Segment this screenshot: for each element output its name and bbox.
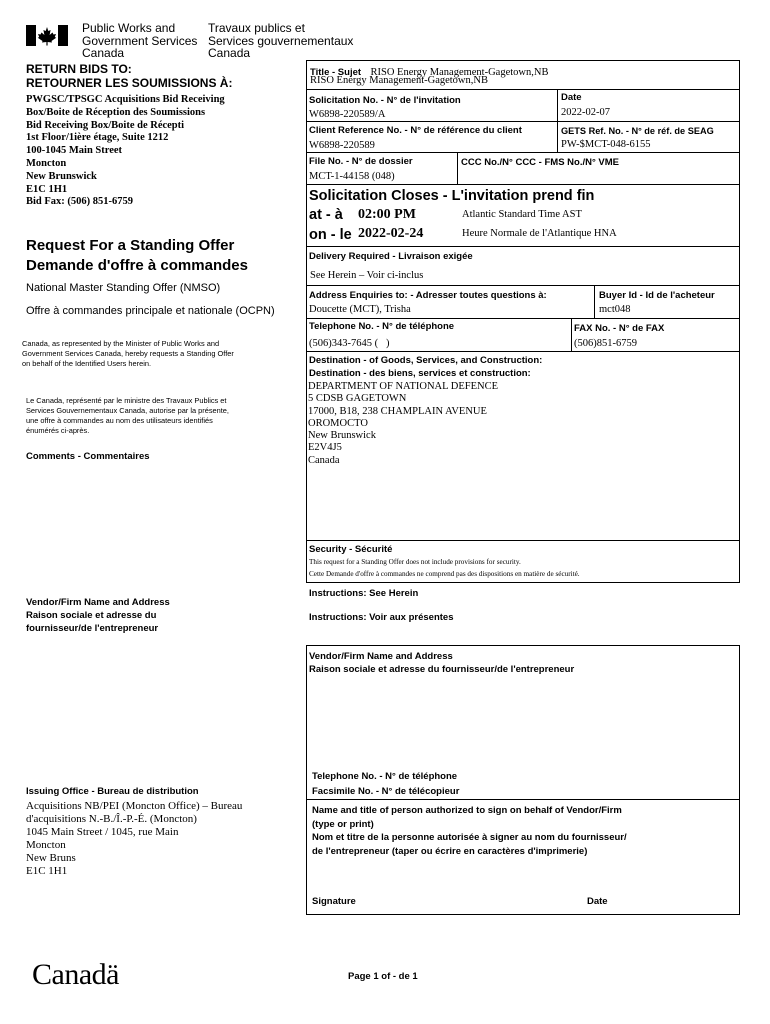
solicitation-closes-title: Solicitation Closes - L'invitation prend fin [309, 188, 595, 204]
issuing-line: 1045 Main Street / 1045, rue Main [26, 826, 179, 838]
request-title-fr: Demande d'offre à commandes [26, 257, 248, 274]
vendor-fax-label: Facsimile No. - N° de télécopieur [312, 786, 460, 797]
issuing-line: d'acquisitions N.-B./Î.-P.-É. (Moncton) [26, 813, 197, 825]
request-title-en: Request For a Standing Offer [26, 237, 235, 254]
ccc-fms-label: CCC No./N° CCC - FMS No./N° VME [461, 157, 620, 168]
closing-time: 02:00 PM [358, 207, 416, 222]
enquiries-label: Address Enquiries to: - Adresser toutes questions à: [309, 290, 547, 301]
buyer-id-label: Buyer Id - Id de l'acheteur [599, 290, 715, 301]
para-line: Le Canada, représenté par le ministre des Travaux Publics et [26, 396, 227, 405]
destination-line: OROMOCTO [308, 417, 368, 429]
on-label: on - le [309, 227, 352, 243]
vendor-label-line: Vendor/Firm Name and Address [26, 597, 170, 608]
address-line: Moncton [26, 157, 67, 169]
auth-line: de l'entrepreneur (taper ou écrire en caractères d'imprimerie) [312, 845, 588, 857]
vendor-label-line: fournisseur/de l'entrepreneur [26, 623, 159, 634]
authorized-person-field[interactable] [309, 862, 737, 890]
address-line: 100-1045 Main Street [26, 145, 123, 157]
telephone-value: (506)343-7645 ( ) [309, 338, 390, 349]
vendor-box-label-en: Vendor/Firm Name and Address [309, 651, 453, 662]
page-number: Page 1 of - de 1 [348, 971, 418, 982]
address-line: E1C 1H1 [26, 183, 68, 195]
destination-line: Canada [308, 454, 340, 466]
vendor-address-field[interactable] [309, 678, 737, 766]
dept-name-en-2: Government Services [82, 33, 198, 48]
para-line: une offre à commandes au nom des utilisateurs identifiés [26, 416, 213, 425]
offer-type-en: National Master Standing Offer (NMSO) [26, 282, 221, 294]
para-line: Canada, as represented by the Minister of Public Works and [22, 339, 220, 348]
address-line: New Brunswick [26, 170, 97, 182]
file-no-value: MCT-1-44158 (048) [309, 171, 395, 182]
at-label: at - à [309, 207, 343, 223]
destination-line: 5 CDSB GAGETOWN [308, 393, 407, 405]
para-line: Services Gouvernementaux Canada, autorise par la présente, [26, 406, 229, 415]
offer-type-fr: Offre à commandes principale et nationale (OCPN) [26, 305, 275, 317]
canada-flag-icon [26, 25, 68, 46]
return-bids-title-fr: RETOURNER LES SOUMISSIONS À: [26, 76, 233, 90]
para-line: Government Services Canada, hereby requests a Standing Offer [22, 349, 234, 358]
instructions-en: Instructions: See Herein [309, 588, 419, 599]
destination-line: 17000, B18, 238 CHAMPLAIN AVENUE [308, 405, 487, 417]
client-ref-value: W6898-220589 [309, 140, 375, 151]
issuing-office-label: Issuing Office - Bureau de distribution [26, 786, 199, 797]
canada-wordmark: Canadä [32, 958, 119, 991]
destination-line: E2V4J5 [308, 442, 342, 454]
title-value-2: RISO Energy Management-Gagetown,NB [310, 75, 488, 86]
destination-label-fr: Destination - des biens, services et construction: [309, 368, 531, 379]
date-label: Date [561, 92, 582, 103]
destination-line: New Brunswick [308, 430, 376, 442]
title-label: Title - Sujet [310, 67, 362, 78]
address-line: Bid Receiving Box/Boite de Récepti [26, 119, 185, 131]
bid-fax: Bid Fax: (506) 851-6759 [26, 196, 134, 208]
dept-name-fr-1: Travaux publics et [208, 21, 305, 35]
signature-label: Signature [312, 896, 356, 907]
destination-address [308, 381, 498, 467]
dept-name-en-1: Public Works and [82, 21, 176, 35]
auth-line: Name and title of person authorized to sign on behalf of Vendor/Firm [312, 805, 622, 816]
vendor-telephone-label: Telephone No. - N° de téléphone [312, 771, 458, 782]
fax-value: (506)851-6759 [574, 338, 637, 349]
closing-date: 2022-02-24 [358, 226, 424, 241]
gets-ref-label: GETS Ref. No. - N° de réf. de SEAG [561, 126, 714, 136]
dept-name-en-3: Canada [82, 46, 125, 60]
return-bids-title-en: RETURN BIDS TO: [26, 62, 132, 76]
gets-ref-value: PW-$MCT-048-6155 [561, 139, 651, 150]
security-label: Security - Sécurité [309, 544, 393, 555]
auth-line: Nom et titre de la personne autorisée à signer au nom du fournisseur/ [312, 832, 627, 843]
title-value: RISO Energy Management-Gagetown,NB [370, 67, 549, 78]
request-paragraph-fr [26, 396, 229, 436]
authorized-person-label [312, 804, 627, 858]
address-line: Box/Boite de Réception des Soumissions [26, 106, 206, 118]
date-value: 2022-02-07 [561, 107, 610, 118]
destination-line: DEPARTMENT OF NATIONAL DEFENCE [308, 381, 499, 392]
issuing-line: New Bruns [26, 852, 76, 864]
government-signature [26, 22, 356, 62]
telephone-label: Telephone No. - N° de téléphone [309, 321, 455, 332]
fax-label: FAX No. - N° de FAX [574, 323, 665, 334]
buyer-id-value: mct048 [599, 304, 631, 315]
security-text-en: This request for a Standing Offer does not include provisions for security. [309, 558, 521, 566]
destination-label-en: Destination - of Goods, Services, and Construction: [309, 355, 543, 366]
solicitation-number: W6898-220589/A [309, 109, 386, 120]
time-zone-fr: Heure Normale de l'Atlantique HNA [462, 228, 617, 239]
issuing-line: E1C 1H1 [26, 865, 68, 877]
para-line: on behalf of the Identified Users herein. [22, 359, 152, 368]
request-paragraph-en [22, 339, 234, 369]
signature-date-label: Date [587, 896, 608, 907]
client-ref-label: Client Reference No. - N° de référence du client [309, 125, 522, 136]
return-bids-address [26, 94, 225, 209]
para-line: énumérés ci-après. [26, 426, 90, 435]
enquiries-contact: Doucette (MCT), Trisha [309, 304, 411, 315]
dept-name-fr-3: Canada [208, 46, 251, 60]
delivery-label: Delivery Required - Livraison exigée [309, 251, 473, 262]
issuing-line: Moncton [26, 839, 66, 851]
address-line: 1st Floor/1ière étage, Suite 1212 [26, 132, 169, 144]
issuing-line: Acquisitions NB/PEI (Moncton Office) – Bureau [26, 800, 243, 812]
issuing-office-address [26, 800, 242, 878]
vendor-box-label-fr: Raison sociale et adresse du fournisseur/de l'entrepreneur [309, 664, 575, 675]
vendor-label-line: Raison sociale et adresse du [26, 610, 157, 621]
delivery-value: See Herein – Voir ci-inclus [310, 270, 424, 281]
dept-name-fr-2: Services gouvernementaux [208, 33, 354, 48]
auth-line: (type or print) [312, 818, 374, 830]
solicitation-label: Solicitation No. - N° de l'invitation [309, 95, 461, 106]
time-zone-en: Atlantic Standard Time AST [462, 209, 582, 220]
vendor-label-left [26, 596, 170, 635]
instructions-fr: Instructions: Voir aux présentes [309, 612, 454, 623]
comments-label: Comments - Commentaires [26, 451, 150, 462]
file-no-label: File No. - N° de dossier [309, 156, 413, 167]
security-text-fr: Cette Demande d'offre à commandes ne comprend pas des dispositions en matière de sécurité. [309, 570, 580, 578]
address-line: PWGSC/TPSGC Acquisitions Bid Receiving [26, 94, 225, 105]
